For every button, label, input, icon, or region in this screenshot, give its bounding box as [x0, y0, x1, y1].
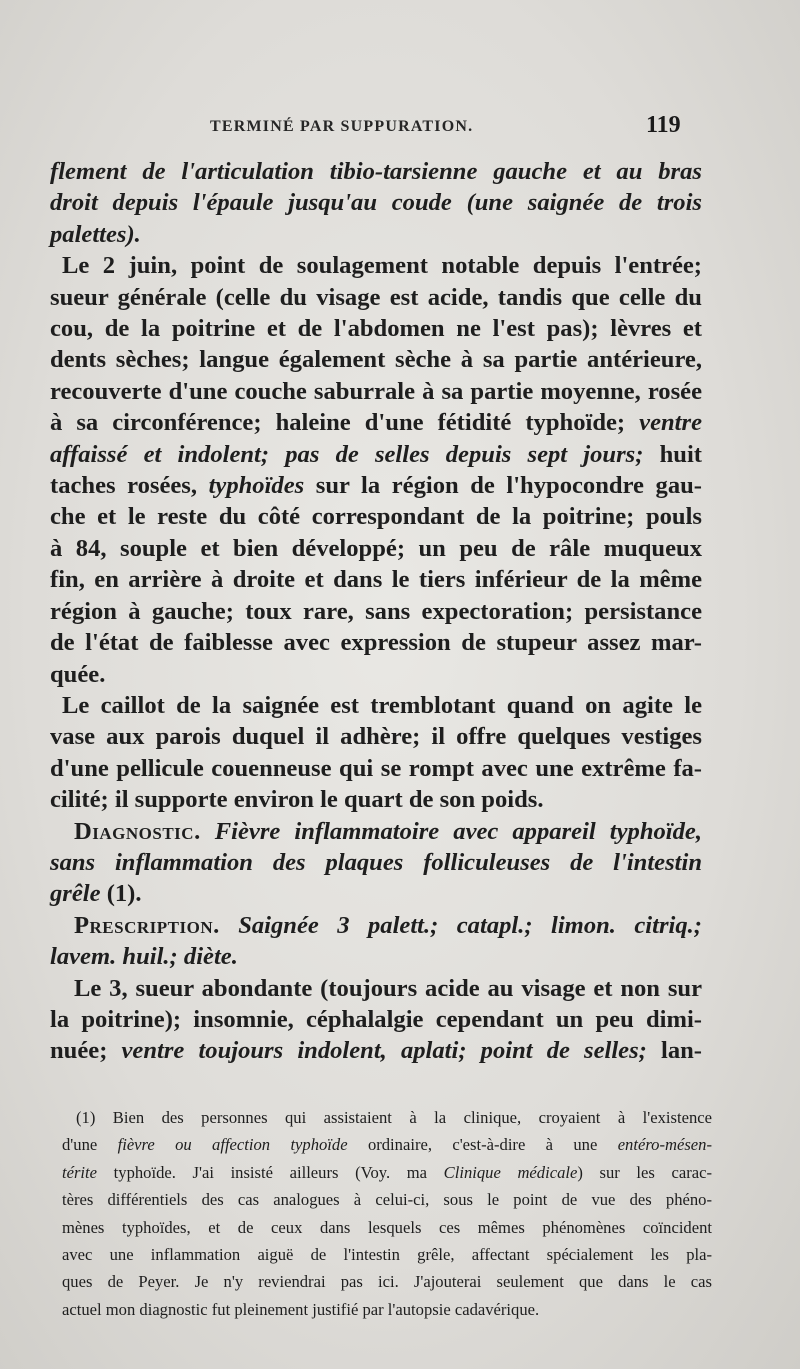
- text-line: de l'état de faiblesse avec expression de stupeur assez mar-: [50, 629, 702, 657]
- text-line: [50, 847, 702, 878]
- paragraph-diagnostic: [50, 816, 702, 910]
- footnote-line: [62, 1131, 712, 1158]
- text-line: Le 2 juin, point de soulagement notable depuis l'entrée;: [62, 252, 702, 280]
- text-segment: typhoïde. J'ai insisté ailleurs (Voy. ma: [97, 1162, 444, 1182]
- prescription-label: Prescription.: [74, 911, 220, 939]
- italic-text: affaissé et indolent; pas de selles depuis sept jours;: [50, 440, 644, 468]
- text-line: quée.: [50, 660, 106, 688]
- italic-text: térite: [62, 1162, 98, 1182]
- paragraph-prescription: [50, 910, 702, 973]
- text-line: [50, 816, 702, 847]
- italic-text: typhoïdes: [208, 472, 305, 500]
- text-line: cou, de la poitrine et de l'abdomen ne l'est pas); lèvres et: [50, 315, 702, 343]
- paragraph-june-3: [50, 973, 702, 1067]
- italic-text: entéro-mésen-: [617, 1135, 712, 1155]
- text-line: [50, 470, 702, 501]
- text-line: [50, 439, 702, 470]
- text-line: che et le reste du côté correspondant de la poitrine; pouls: [50, 503, 702, 531]
- text-line: [50, 156, 702, 187]
- italic-text: droit depuis l'épaule jusqu'au coude (une saignée de trois: [50, 189, 702, 217]
- footnote-line: (1) Bien des personnes qui assistaient à la clinique, croyaient à l'existence: [76, 1108, 712, 1127]
- italic-text: Saignée 3 palett.; catapl.; limon. citriq.;: [219, 911, 702, 939]
- text-line: sueur générale (celle du visage est acide, tandis que celle du: [50, 283, 702, 311]
- italic-text: sans inflammation des plaques folliculeuses de l'intestin: [50, 848, 702, 876]
- text-segment: d'une: [62, 1135, 118, 1155]
- body-text: [50, 156, 702, 1067]
- text-line: [50, 910, 702, 941]
- text-segment: lan-: [646, 1037, 702, 1065]
- text-line: région à gauche; toux rare, sans expectoration; persistance: [50, 597, 702, 625]
- footnote-line: tères différentiels des cas analogues à celui-ci, sous le point de vue des phéno-: [62, 1190, 712, 1210]
- footnote-ref: (1).: [100, 880, 142, 908]
- paragraph-june-2: [50, 250, 702, 690]
- text-line: [50, 187, 702, 218]
- text-line: [50, 407, 702, 438]
- text-segment: ordinaire, c'est-à-dire à une: [347, 1135, 618, 1155]
- text-segment: taches rosées,: [50, 472, 209, 500]
- footnote-line: mènes typhoïdes, et de ceux dans lesquels ces mêmes phénomènes coïncident: [62, 1217, 712, 1237]
- text-line: d'une pellicule couenneuse qui se rompt avec une extrême fa-: [50, 754, 702, 782]
- text-segment: nuée;: [50, 1037, 122, 1065]
- text-segment: ) sur les carac-: [577, 1162, 712, 1182]
- page-number: 119: [646, 112, 681, 138]
- diagnostic-label: Diagnostic.: [74, 817, 201, 845]
- page-header: [0, 112, 800, 140]
- text-line: Le caillot de la saignée est tremblotant quand on agite le: [62, 691, 702, 719]
- italic-text: grêle: [50, 880, 101, 908]
- paragraph-caillot: [50, 690, 702, 816]
- running-head: TERMINÉ PAR SUPPURATION.: [210, 118, 474, 135]
- italic-text: ventre toujours indolent, aplati; point de selles;: [121, 1037, 647, 1065]
- footnote-line: ques de Peyer. Je n'y reviendrai pas ici. J'ajouterai seulement que dans le cas: [62, 1272, 712, 1292]
- italic-text: Clinique médicale: [443, 1162, 578, 1182]
- italic-text: Fièvre inflammatoire avec appareil typhoïde,: [200, 817, 702, 845]
- text-line: cilité; il supporte environ le quart de son poids.: [50, 786, 544, 814]
- text-line: vase aux parois duquel il adhère; il offre quelques vestiges: [50, 723, 702, 751]
- text-line: à 84, souple et bien développé; un peu de râle muqueux: [50, 534, 702, 562]
- text-line: [50, 219, 702, 250]
- text-line: recouverte d'une couche saburrale à sa partie moyenne, rosée: [50, 377, 702, 405]
- footnote-line: actuel mon diagnostic fut pleinement justifié par l'autopsie cadavérique.: [62, 1299, 540, 1319]
- italic-text: lavem. huil.; diète.: [50, 943, 238, 971]
- text-line: dents sèches; langue également sèche à sa partie antérieure,: [50, 346, 702, 374]
- text-line: [50, 878, 702, 909]
- text-line: [50, 1035, 702, 1066]
- text-segment: sur la région de l'hypocondre gau-: [304, 472, 702, 500]
- footnote-line: avec une inflammation aiguë de l'intestin grêle, affectant spécialement les pla-: [62, 1245, 712, 1265]
- text-segment: à sa circonférence; haleine d'une fétidité typhoïde;: [50, 409, 640, 437]
- text-line: la poitrine); insomnie, céphalalgie cependant un peu dimi-: [50, 1005, 702, 1033]
- footnote: [62, 1104, 712, 1323]
- italic-text: fièvre ou affection typhoïde: [117, 1135, 348, 1155]
- text-line: Le 3, sueur abondante (toujours acide au visage et non sur: [74, 974, 702, 1002]
- italic-text: flement de l'articulation tibio-tarsienne gauche et au bras: [50, 158, 702, 185]
- italic-text: palettes).: [50, 220, 141, 248]
- text-line: fin, en arrière à droite et dans le tiers inférieur de la même: [50, 566, 702, 594]
- text-segment: huit: [643, 440, 703, 468]
- italic-text: ventre: [639, 409, 702, 437]
- paragraph-continuation: [50, 156, 702, 250]
- footnote-line: [62, 1159, 712, 1186]
- text-line: [50, 941, 702, 972]
